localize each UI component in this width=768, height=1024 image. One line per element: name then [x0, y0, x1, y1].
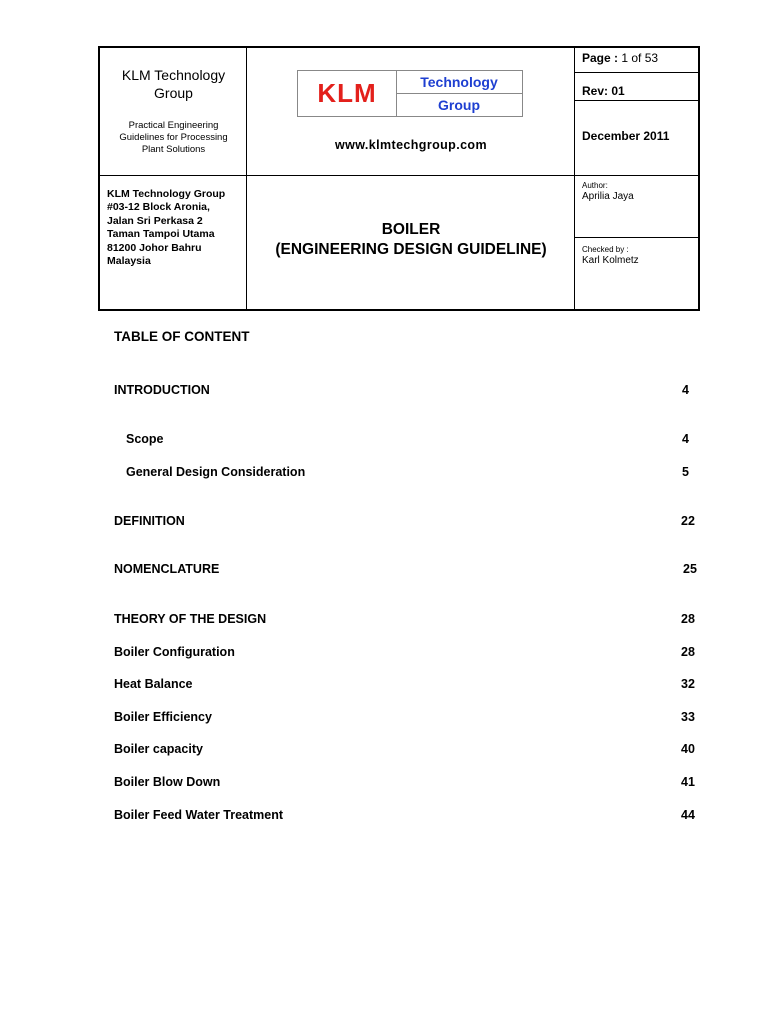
toc-entry[interactable] — [0, 677, 768, 695]
logo-block — [247, 48, 575, 176]
divider — [574, 72, 698, 73]
divider — [574, 237, 698, 238]
address-line: 81200 Johor Bahru — [107, 241, 202, 254]
title-line-1: BOILER — [381, 221, 441, 238]
toc-entry-label: Boiler capacity — [114, 742, 203, 756]
revision-text: Rev: 01 — [582, 84, 625, 98]
logo-group-text: Group — [438, 97, 480, 113]
date-text: December 2011 — [582, 129, 670, 143]
toc-entry-page: 28 — [681, 612, 695, 626]
logo-klm-text: KLM — [298, 71, 397, 116]
toc-entry-label: INTRODUCTION — [114, 383, 210, 397]
toc-entry-page: 40 — [681, 742, 695, 756]
toc-entry-label: General Design Consideration — [126, 465, 306, 479]
website-url: www.klmtechgroup.com — [334, 138, 487, 152]
company-tagline: Practical Engineering Guidelines for Processing Plant Solutions — [119, 120, 228, 155]
title-line-2: (ENGINEERING DESIGN GUIDELINE) — [275, 241, 547, 258]
toc-entry-label: NOMENCLATURE — [114, 562, 220, 576]
divider — [574, 100, 698, 101]
address-line: Malaysia — [107, 255, 151, 268]
toc-entry-label: Boiler Feed Water Treatment — [114, 808, 284, 822]
toc-entry[interactable] — [0, 742, 768, 760]
toc-entry-label: Boiler Efficiency — [114, 710, 212, 724]
toc-entry-page: 4 — [682, 432, 689, 446]
toc-entry[interactable] — [0, 514, 768, 532]
toc-heading: TABLE OF CONTENT — [114, 329, 250, 344]
toc-entry-label: Heat Balance — [114, 677, 193, 691]
toc-entry[interactable] — [0, 612, 768, 630]
toc-entry-page: 32 — [681, 677, 695, 691]
toc-entry-label: Boiler Configuration — [114, 645, 235, 659]
company-block — [100, 48, 247, 176]
toc-entry-label: Boiler Blow Down — [114, 775, 221, 789]
page-label: Page : — [582, 51, 619, 65]
author-label: Author: — [582, 181, 608, 190]
page-info — [575, 51, 700, 71]
toc-entry-page: 22 — [681, 514, 695, 528]
address-line: Jalan Sri Perkasa 2 — [107, 214, 203, 227]
logo-technology-text: Technology — [396, 71, 522, 94]
toc-entry[interactable] — [0, 562, 768, 580]
author-block — [575, 181, 700, 231]
toc-entry-page: 25 — [683, 562, 697, 576]
author-name: Aprilia Jaya — [582, 191, 634, 202]
address-line: #03-12 Block Aronia, — [107, 201, 210, 214]
document-header — [98, 46, 700, 311]
toc-entry-page: 41 — [681, 775, 695, 789]
address-line: KLM Technology Group — [107, 188, 226, 200]
toc-entry[interactable] — [0, 465, 768, 483]
revision — [575, 84, 700, 100]
toc-entry[interactable] — [0, 710, 768, 728]
toc-entry-page: 33 — [681, 710, 695, 724]
address-line: Taman Tampoi Utama — [107, 228, 215, 241]
toc-entry[interactable] — [0, 775, 768, 793]
toc-entry[interactable] — [0, 383, 768, 401]
checked-by-name: Karl Kolmetz — [582, 255, 639, 266]
date — [575, 129, 700, 147]
toc-entry[interactable] — [0, 645, 768, 663]
checked-by-block — [575, 245, 700, 295]
toc-entry-page: 5 — [682, 465, 689, 479]
toc-entry[interactable] — [0, 808, 768, 826]
klm-logo — [297, 70, 523, 117]
toc-entry-page: 4 — [682, 383, 689, 397]
toc-entry-page: 28 — [681, 645, 695, 659]
toc-entry-label: DEFINITION — [114, 514, 185, 528]
toc-entry-label: Scope — [126, 432, 164, 446]
page-value: 1 of 53 — [621, 51, 659, 65]
toc-entry-label: THEORY OF THE DESIGN — [114, 612, 267, 626]
company-name: KLM Technology Group — [121, 67, 226, 101]
checked-by-label: Checked by : — [582, 245, 629, 254]
toc-entry[interactable] — [0, 432, 768, 450]
toc-entry-page: 44 — [681, 808, 695, 822]
company-address — [100, 176, 247, 311]
document-title — [247, 176, 575, 311]
